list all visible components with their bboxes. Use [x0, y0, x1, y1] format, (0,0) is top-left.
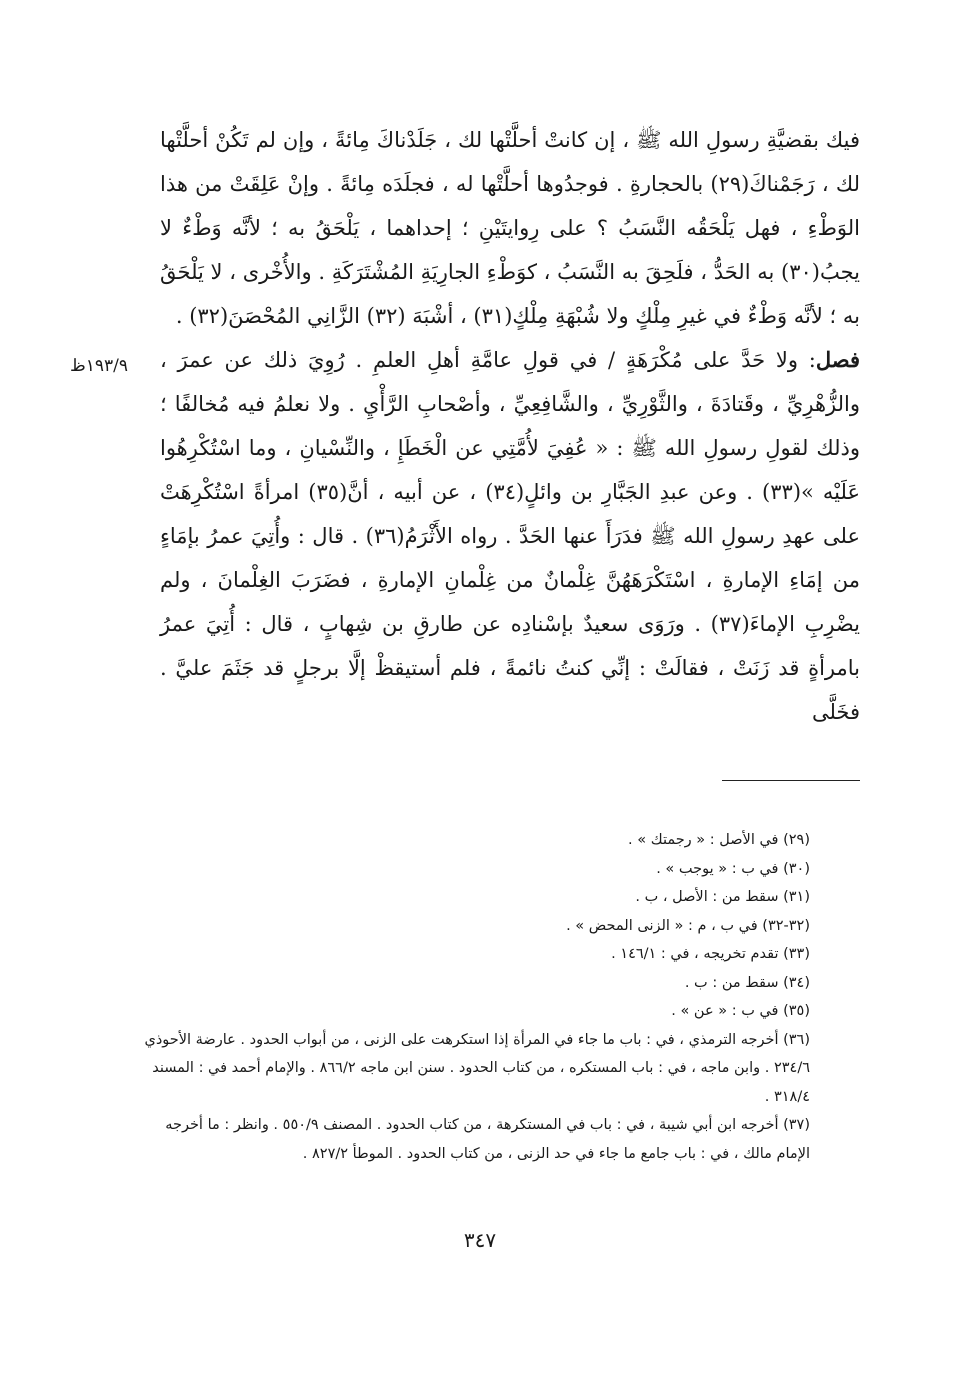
section-heading-fasl: فصل [815, 347, 860, 372]
footnote: (٢٩) في الأصل : « رجمتك » . [628, 832, 810, 848]
footnote: (٣٧) أخرجه ابن أبي شيبة ، في : باب في المستكرهة ، من كتاب الحدود . المصنف ٥٥٠/٩ . وانظر : ما أخرجه الإمام مالك ، في : باب جامع ما جاء في حد الزنى ، من كتاب الحدود . الموطأ ٨٢٧/٢ . [165, 1117, 810, 1162]
footnotes [130, 826, 810, 1168]
margin-reference: ١٩٣/٩ظ [70, 356, 128, 376]
footnote: (٣٢-٣٢) في ب ، م : « الزنى المحض » . [566, 917, 810, 934]
footnote: (٣٥) في ب : « عن » . [671, 1003, 810, 1019]
footnote-separator [722, 780, 860, 781]
footnote: (٣٦) أخرجه الترمذي ، في : باب ما جاء في المرأة إذا استكرهت على الزنى ، من أبواب الحدود . عارضة الأحوذي ٢٣٤/٦ . وابن ماجه ، في : باب المستكره ، من كتاب الحدود . سنن ابن ماجه ٨٦٦/٢ . والإمام أحمد في : المسند ٣١٨/٤ . [144, 1031, 810, 1105]
fasl-text: : ولا حَدَّ على مُكْرَهَةٍ / في قولِ عامَّةِ أهلِ العلمِ . رُوِيَ ذلك عن عمرَ ، والزُّهْرِيِّ ، وقَتادَةَ ، والثَّوْرِيِّ ، والشَّافِعِيِّ ، وأصْحابِ الرَّأْيِ . ولا نعلمُ فيه مُخالفًا ؛ وذلك لقولِ رسولِ الله ﷺ : « عُفِيَ لأُمَّتِي عن الْخَطَإِ ، والنِّسْيانِ ، وما اسْتُكْرِهُوا عَلَيْه »(٣٣) . وعن عبدِ الجَبَّارِ بن وائلٍ(٣٤) ، عن أبيه ، أنَّ(٣٥) امرأةً اسْتُكْرِهَتْ على عهدِ رسولِ الله ﷺ فدَرَأَ عنها الحَدَّ . رواه الأَثْرَمُ(٣٦) . قال : وأُتِيَ عمرُ بإمَاءٍ من إمَاءِ الإمارةِ ، اسْتَكْرَهَهُنَّ غِلْمانٌ من غِلْمانِ الإمارةِ ، فضَرَبَ الغِلْمانَ ، ولم يضْرِبِ الإماءَ(٣٧) . ورَوَى سعيدٌ بإسْنادِه عن طارقِ بن شِهابٍ ، قال : أُتِيَ عمرُ بامرأةٍ قد زَنَتْ ، فقالَتْ : إنِّي كنتُ نائمةً ، فلم أستيقظْ إلَّا برجلٍ قد جَثَمَ عليَّ . فخَلَّى [160, 348, 861, 724]
paragraph-continuation: فيك بقضيَّةِ رسولِ الله ﷺ ، إن كانتْ أحلَّتْها لك ، جَلَدْناكَ مِائةً ، وإن لم تَكُنْ أحلَّتْها لك ، رَجَمْناكَ(٢٩) بالحجارةِ . فوجدُوها أحلَّتْها له ، فجلَدَه مِائةً . وإنْ عَلِقَتْ من هذا الوَطْءِ ، فهل يَلْحَقُه النَّسَبُ ؟ على رِوايتَيْنِ ؛ إحداهما ، يَلْحَقُ به ؛ لأنَّه وَطْءٌ لا يجبُ(٣٠) به الحَدُّ ، فلَحِقَ به النَّسَبُ ، كوَطْءِ الجارِيَةِ المُشْتَرَكَةِ . والأُخْرى ، لا يَلْحَقُ به ؛ لأنَّه وَطْءٌ في غيرِ مِلْكٍ ولا شُبْهَةِ مِلْكٍ(٣١) ، أشْبَهَ (٣٢) الزَّانِي المُحْصَنَ(٣٢) . [160, 128, 860, 328]
footnote: (٣٣) تقدم تخريجه ، في : ١٤٦/١ . [611, 946, 810, 962]
page-number: ٣٤٧ [463, 1228, 497, 1252]
main-text [160, 118, 860, 734]
footnote: (٣٤) سقط من : ب . [684, 974, 810, 991]
footnote: (٣١) سقط من : الأصل ، ب . [635, 889, 810, 905]
footnote: (٣٠) في ب : « يوجب » . [656, 860, 810, 877]
paragraph-fasl [160, 338, 860, 734]
